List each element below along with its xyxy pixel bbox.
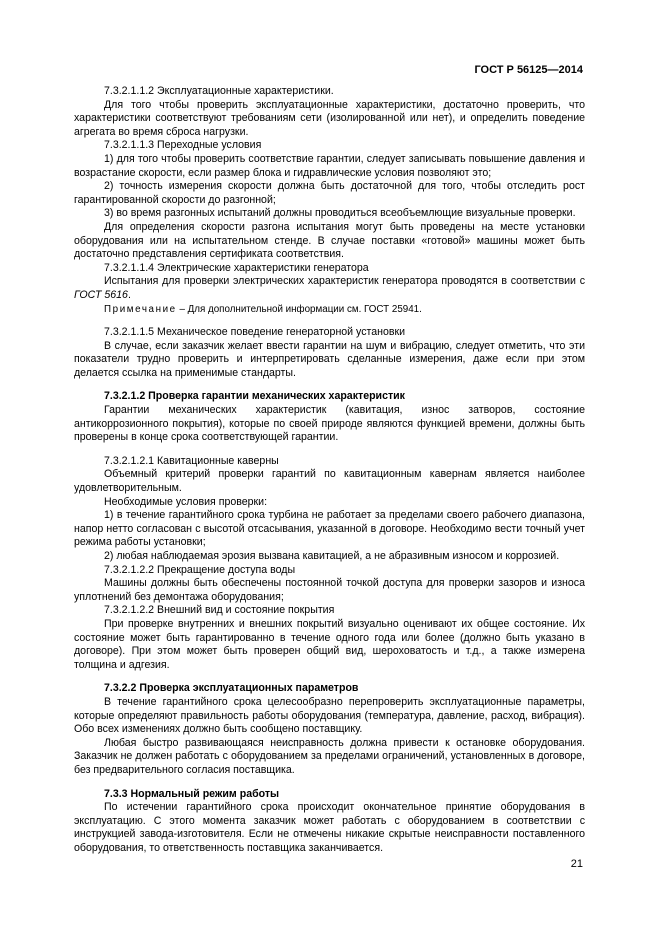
paragraph: Объемный критерий проверки гарантий по кавитационным кавернам является наиболее удовлетворительным. xyxy=(74,468,585,495)
subsection-heading: 7.3.2.1.2.2 Внешний вид и состояние покрытия xyxy=(104,604,335,617)
list-item: 2) любая наблюдаемая эрозия вызвана кавитацией, а не абразивным износом и коррозией. xyxy=(104,550,560,562)
spacer xyxy=(74,316,585,326)
paragraph: По истечении гарантийного срока происходит окончательное принятие оборудования в эксплуатацию. С этого момента заказчик может работать с оборудованием в соответствии с инструкцией завода-изготовителя. Если не отмечены никакие скрытые неисправности поставленного оборудования, то ответственность поставщика заканчивается. xyxy=(74,801,585,854)
section-heading: 7.3.2.1.2 Проверка гарантии механических характеристик xyxy=(104,390,405,403)
section-heading: 7.3.3 Нормальный режим работы xyxy=(104,787,280,800)
document-id: ГОСТ Р 56125—2014 xyxy=(474,64,583,76)
paragraph: Для определения скорости разгона испытания могут быть проведены на месте установки оборудования или на испытательном стенде. В случае поставки «готовой» машины может быть достаточно представления сертификата соответствия. xyxy=(74,220,585,261)
note-label: Примечание xyxy=(104,303,177,315)
standard-reference: ГОСТ 5616 xyxy=(74,288,128,301)
subsection-heading: 7.3.2.1.1.4 Электрические характеристики генератора xyxy=(104,261,369,274)
spacer xyxy=(74,672,585,682)
paragraph: Любая быстро развивающаяся неисправность должна привести к остановке оборудования. Заказчик не должен работать с оборудованием за пределами ограничений, установленных в договоре, без предварительного согласия поставщика. xyxy=(74,736,585,776)
subsection-heading: 7.3.2.1.1.5 Механическое поведение генераторной установки xyxy=(104,326,406,339)
list-item: 2) точность измерения скорости должна быть достаточной для того, чтобы отследить рост гарантированной скорости до разгонной; xyxy=(74,180,585,206)
document-body xyxy=(74,85,585,855)
paragraph xyxy=(74,275,585,302)
list-item: 1) в течение гарантийного срока турбина не работает за пределами своего рабочего диапазона, напор нетто согласован с высотой отсасывания, указанной в договоре. Необходимо вести точный учет режима работы установки; xyxy=(74,509,585,549)
paragraph-text: Испытания для проверки электрических характеристик генератора проводятся в соответствии с xyxy=(104,275,585,288)
subsection-heading: 7.3.2.1.1.3 Переходные условия xyxy=(104,139,262,152)
paragraph: Гарантии механических характеристик (кавитация, износ затворов, состояние антикоррозионного покрытия), которые по своей природе являются функцией времени, должны быть проверены в конце срока соответствующей гарантии. xyxy=(74,404,585,444)
paragraph: Машины должны быть обеспечены постоянной точкой доступа для проверки зазоров и износа уплотнений без демонтажа оборудования; xyxy=(74,577,585,603)
subsection-heading: 7.3.2.1.2.1 Кавитационные каверны xyxy=(104,454,279,467)
spacer xyxy=(74,380,585,390)
spacer xyxy=(74,778,585,788)
page-number: 21 xyxy=(570,858,583,870)
list-item: 1) для того чтобы проверить соответствие гарантии, следует записывать повышение давления и возрастание скорости, если размер блока и гидравлические условия позволяют это; xyxy=(74,152,585,179)
paragraph-text: . xyxy=(127,288,131,301)
paragraph: В случае, если заказчик желает ввести гарантии на шум и вибрацию, следует отметить, что эти показатели трудно проверить и интерпретировать сделанные измерения, даже если при этом делается ссылка на применимые стандарты. xyxy=(74,339,585,379)
section-heading: 7.3.2.2 Проверка эксплуатационных параметров xyxy=(104,682,359,695)
spacer xyxy=(74,445,585,455)
note xyxy=(74,303,585,317)
paragraph: Необходимые условия проверки: xyxy=(104,495,268,508)
note-text: – Для дополнительной информации см. ГОСТ 25941. xyxy=(176,303,422,315)
subsection-heading: 7.3.2.1.2.2 Прекращение доступа воды xyxy=(104,563,296,576)
subsection-heading: 7.3.2.1.1.2 Эксплуатационные характеристики. xyxy=(104,85,334,97)
paragraph: При проверке внутренних и внешних покрытий визуально оценивают их общее состояние. Их состояние может быть гарантированно в течение одного года или более (должно быть указано в договоре). При этом может быть проверен общий вид, шероховатость и т.д., а также измерена толщина и адгезия. xyxy=(74,617,585,671)
list-item: 3) во время разгонных испытаний должны проводиться всеобъемлющие визуальные проверки. xyxy=(104,207,576,220)
paragraph: В течение гарантийного срока целесообразно перепроверить эксплуатационные параметры, которые определяют правильность работы оборудования (температура, давление, расход, вибрация). Обо всех изменениях должно быть сообщено поставщику. xyxy=(74,695,585,736)
paragraph: Для того чтобы проверить эксплуатационные характеристики, достаточно проверить, что характеристики соответствуют требованиям сети (изолированной или нет), и определить поведение агрегата во время сброса нагрузки. xyxy=(74,98,585,138)
